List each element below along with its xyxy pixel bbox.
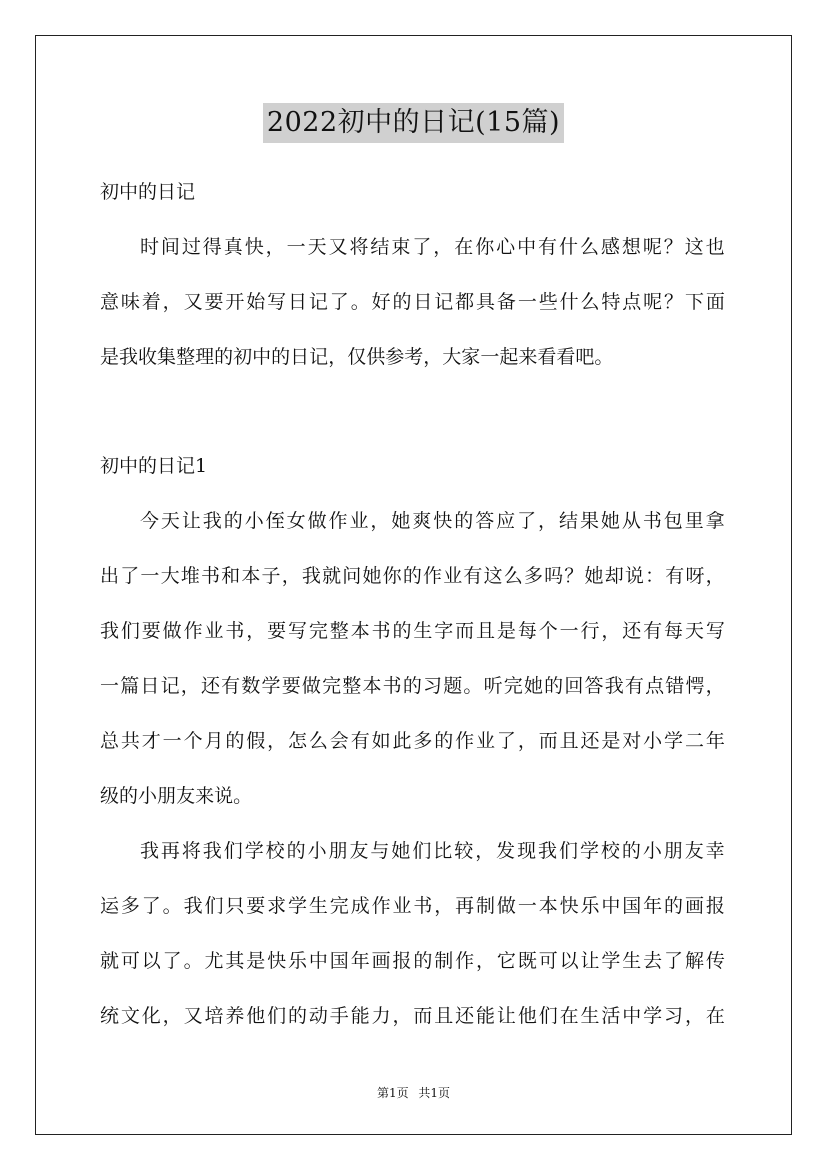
para2-line: 运 多 了 。 我 们 只 要 求 学 生 完 成 作 业 书 ， 再 制 做 一 本 快 乐 中 国 年 的 画 报 <box>100 895 725 917</box>
title-container <box>0 103 827 143</box>
para1-line: 出 了 一 大 堆 书 和 本 子 ， 我 就 问 她 你 的 作 业 有 这 么 多 吗 ？ 她 却 说 ： 有 呀 ， <box>100 565 725 587</box>
document-body <box>100 170 725 1031</box>
intro-line: 意 味 着 ， 又 要 开 始 写 日 记 了 。 好 的 日 记 都 具 备 一 些 什 么 特 点 呢 ？ 下 面 <box>100 291 725 313</box>
diary-1-heading: 初中的日记1 <box>100 455 208 477</box>
page-footer <box>0 1085 827 1101</box>
para1-line: 我 们 要 做 作 业 书 ， 要 写 完 整 本 书 的 生 字 而 且 是 每 个 一 行 ， 还 有 每 天 写 <box>100 620 725 642</box>
para1-line: 总 共 才 一 个 月 的 假 ， 怎 么 会 有 如 此 多 的 作 业 了 ， 而 且 还 是 对 小 学 二 年 <box>100 730 725 752</box>
page-total: 共1页 <box>418 1086 451 1100</box>
intro-heading: 初中的日记 <box>100 181 196 203</box>
para1-line: 一 篇 日 记 ， 还 有 数 学 要 做 完 整 本 书 的 习 题 。 听 完 她 的 回 答 我 有 点 错 愕 ， <box>100 675 725 697</box>
para1-line: 今 天 让 我 的 小 侄 女 做 作 业 ， 她 爽 快 的 答 应 了 ， 结 果 她 从 书 包 里 拿 <box>139 510 725 532</box>
para2-line: 我 再 将 我 们 学 校 的 小 朋 友 与 她 们 比 较 ， 发 现 我 们 学 校 的 小 朋 友 幸 <box>139 840 725 862</box>
intro-line: 是 我 收 集 整 理 的 初 中 的 日 记 ， 仅 供 参 考 ， 大 家 一 起 来 看 看 吧 。 <box>100 346 614 368</box>
para2-line: 就 可 以 了 。 尤 其 是 快 乐 中 国 年 画 报 的 制 作 ， 它 既 可 以 让 学 生 去 了 解 传 <box>100 950 725 972</box>
document-title: 2022初中的日记(15篇) <box>263 103 564 143</box>
para2-line: 统 文 化 ， 又 培 养 他 们 的 动 手 能 力 ， 而 且 还 能 让 他 们 在 生 活 中 学 习 ， 在 <box>100 1005 725 1027</box>
page-number: 第1页 <box>376 1086 409 1100</box>
para1-line: 级 的 小 朋 友 来 说 。 <box>100 785 253 807</box>
intro-line: 时 间 过 得 真 快 ， 一 天 又 将 结 束 了 ， 在 你 心 中 有 什 么 感 想 呢 ？ 这 也 <box>139 236 725 258</box>
